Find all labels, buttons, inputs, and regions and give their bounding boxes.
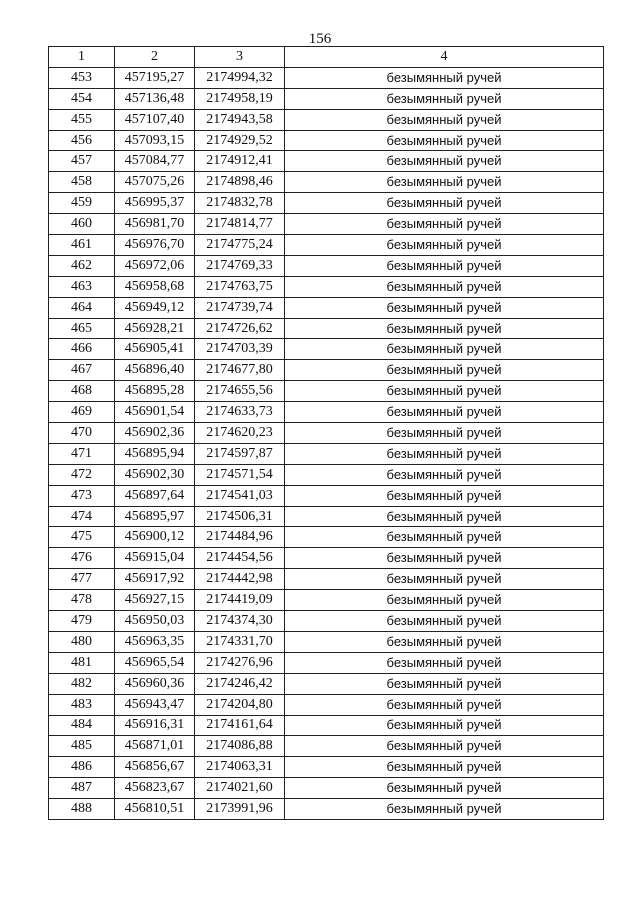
description-cell: безымянный ручей [285, 485, 604, 506]
x-coordinate-cell: 456958,68 [115, 276, 195, 297]
point-number-cell: 467 [49, 360, 115, 381]
table-row [49, 736, 604, 757]
y-coordinate-cell: 2173991,96 [195, 799, 285, 820]
x-coordinate-cell: 456972,06 [115, 255, 195, 276]
x-coordinate-cell: 456895,97 [115, 506, 195, 527]
x-coordinate-cell: 456950,03 [115, 611, 195, 632]
point-number-cell: 460 [49, 214, 115, 235]
point-number-cell: 486 [49, 757, 115, 778]
description-cell: безымянный ручей [285, 548, 604, 569]
x-coordinate-cell: 456927,15 [115, 590, 195, 611]
table-row [49, 590, 604, 611]
table-row [49, 297, 604, 318]
y-coordinate-cell: 2174929,52 [195, 130, 285, 151]
table-row [49, 569, 604, 590]
table-row [49, 193, 604, 214]
y-coordinate-cell: 2174276,96 [195, 652, 285, 673]
point-number-cell: 483 [49, 694, 115, 715]
description-cell: безымянный ручей [285, 778, 604, 799]
table-row [49, 360, 604, 381]
table-row [49, 673, 604, 694]
table-row [49, 715, 604, 736]
point-number-cell: 461 [49, 235, 115, 256]
x-coordinate-cell: 456871,01 [115, 736, 195, 757]
description-cell: безымянный ручей [285, 631, 604, 652]
x-coordinate-cell: 456896,40 [115, 360, 195, 381]
point-number-cell: 476 [49, 548, 115, 569]
table-row [49, 402, 604, 423]
y-coordinate-cell: 2174063,31 [195, 757, 285, 778]
point-number-cell: 473 [49, 485, 115, 506]
x-coordinate-cell: 456895,28 [115, 381, 195, 402]
table-row [49, 276, 604, 297]
y-coordinate-cell: 2174204,80 [195, 694, 285, 715]
point-number-cell: 469 [49, 402, 115, 423]
description-cell: безымянный ручей [285, 611, 604, 632]
table-row [49, 631, 604, 652]
description-cell: безымянный ручей [285, 297, 604, 318]
table-row [49, 506, 604, 527]
y-coordinate-cell: 2174726,62 [195, 318, 285, 339]
page-number: 156 [308, 31, 332, 47]
x-coordinate-cell: 456895,94 [115, 443, 195, 464]
table-row [49, 799, 604, 820]
x-coordinate-cell: 457195,27 [115, 67, 195, 88]
point-number-cell: 468 [49, 381, 115, 402]
description-cell: безымянный ручей [285, 799, 604, 820]
point-number-cell: 457 [49, 151, 115, 172]
table-row [49, 339, 604, 360]
table-body [49, 67, 604, 819]
x-coordinate-cell: 457107,40 [115, 109, 195, 130]
point-number-cell: 477 [49, 569, 115, 590]
table-row [49, 527, 604, 548]
description-cell: безымянный ручей [285, 381, 604, 402]
x-coordinate-cell: 456928,21 [115, 318, 195, 339]
description-cell: безымянный ручей [285, 506, 604, 527]
point-number-cell: 475 [49, 527, 115, 548]
description-cell: безымянный ручей [285, 88, 604, 109]
x-coordinate-cell: 456963,35 [115, 631, 195, 652]
table-row [49, 381, 604, 402]
column-header-y: 3 [195, 47, 285, 68]
description-cell: безымянный ручей [285, 360, 604, 381]
description-cell: безымянный ручей [285, 151, 604, 172]
point-number-cell: 479 [49, 611, 115, 632]
description-cell: безымянный ручей [285, 193, 604, 214]
description-cell: безымянный ручей [285, 130, 604, 151]
point-number-cell: 474 [49, 506, 115, 527]
table-row [49, 172, 604, 193]
description-cell: безымянный ручей [285, 339, 604, 360]
table-row [49, 255, 604, 276]
table-row [49, 611, 604, 632]
point-number-cell: 464 [49, 297, 115, 318]
x-coordinate-cell: 457075,26 [115, 172, 195, 193]
description-cell: безымянный ручей [285, 423, 604, 444]
y-coordinate-cell: 2174597,87 [195, 443, 285, 464]
description-cell: безымянный ручей [285, 235, 604, 256]
y-coordinate-cell: 2174246,42 [195, 673, 285, 694]
x-coordinate-cell: 457093,15 [115, 130, 195, 151]
y-coordinate-cell: 2174943,58 [195, 109, 285, 130]
x-coordinate-cell: 456916,31 [115, 715, 195, 736]
point-number-cell: 453 [49, 67, 115, 88]
description-cell: безымянный ручей [285, 694, 604, 715]
table-row [49, 130, 604, 151]
y-coordinate-cell: 2174633,73 [195, 402, 285, 423]
point-number-cell: 459 [49, 193, 115, 214]
column-header-description: 4 [285, 47, 604, 68]
x-coordinate-cell: 456981,70 [115, 214, 195, 235]
y-coordinate-cell: 2174912,41 [195, 151, 285, 172]
point-number-cell: 462 [49, 255, 115, 276]
point-number-cell: 458 [49, 172, 115, 193]
y-coordinate-cell: 2174086,88 [195, 736, 285, 757]
point-number-cell: 470 [49, 423, 115, 444]
point-number-cell: 484 [49, 715, 115, 736]
point-number-cell: 472 [49, 464, 115, 485]
x-coordinate-cell: 456897,64 [115, 485, 195, 506]
x-coordinate-cell: 456902,36 [115, 423, 195, 444]
y-coordinate-cell: 2174541,03 [195, 485, 285, 506]
description-cell: безымянный ручей [285, 276, 604, 297]
x-coordinate-cell: 456965,54 [115, 652, 195, 673]
description-cell: безымянный ручей [285, 715, 604, 736]
y-coordinate-cell: 2174161,64 [195, 715, 285, 736]
table-row [49, 694, 604, 715]
x-coordinate-cell: 456949,12 [115, 297, 195, 318]
y-coordinate-cell: 2174454,56 [195, 548, 285, 569]
y-coordinate-cell: 2174703,39 [195, 339, 285, 360]
description-cell: безымянный ручей [285, 673, 604, 694]
x-coordinate-cell: 457136,48 [115, 88, 195, 109]
y-coordinate-cell: 2174958,19 [195, 88, 285, 109]
table-row [49, 423, 604, 444]
point-number-cell: 463 [49, 276, 115, 297]
x-coordinate-cell: 456901,54 [115, 402, 195, 423]
table-row [49, 88, 604, 109]
point-number-cell: 488 [49, 799, 115, 820]
table-row [49, 443, 604, 464]
column-header-x: 2 [115, 47, 195, 68]
y-coordinate-cell: 2174374,30 [195, 611, 285, 632]
point-number-cell: 482 [49, 673, 115, 694]
description-cell: безымянный ручей [285, 590, 604, 611]
coordinates-table [48, 46, 604, 820]
description-cell: безымянный ручей [285, 109, 604, 130]
point-number-cell: 487 [49, 778, 115, 799]
x-coordinate-cell: 456995,37 [115, 193, 195, 214]
point-number-cell: 485 [49, 736, 115, 757]
description-cell: безымянный ручей [285, 318, 604, 339]
x-coordinate-cell: 456900,12 [115, 527, 195, 548]
y-coordinate-cell: 2174677,80 [195, 360, 285, 381]
y-coordinate-cell: 2174419,09 [195, 590, 285, 611]
description-cell: безымянный ручей [285, 67, 604, 88]
y-coordinate-cell: 2174832,78 [195, 193, 285, 214]
table-row [49, 464, 604, 485]
description-cell: безымянный ручей [285, 402, 604, 423]
x-coordinate-cell: 456917,92 [115, 569, 195, 590]
x-coordinate-cell: 457084,77 [115, 151, 195, 172]
y-coordinate-cell: 2174898,46 [195, 172, 285, 193]
x-coordinate-cell: 456915,04 [115, 548, 195, 569]
table-row [49, 151, 604, 172]
description-cell: безымянный ручей [285, 214, 604, 235]
y-coordinate-cell: 2174655,56 [195, 381, 285, 402]
table-row [49, 214, 604, 235]
description-cell: безымянный ручей [285, 443, 604, 464]
point-number-cell: 478 [49, 590, 115, 611]
y-coordinate-cell: 2174769,33 [195, 255, 285, 276]
x-coordinate-cell: 456856,67 [115, 757, 195, 778]
table-header-row [49, 47, 604, 68]
x-coordinate-cell: 456823,67 [115, 778, 195, 799]
x-coordinate-cell: 456810,51 [115, 799, 195, 820]
y-coordinate-cell: 2174814,77 [195, 214, 285, 235]
point-number-cell: 481 [49, 652, 115, 673]
table-row [49, 109, 604, 130]
description-cell: безымянный ручей [285, 757, 604, 778]
y-coordinate-cell: 2174442,98 [195, 569, 285, 590]
x-coordinate-cell: 456943,47 [115, 694, 195, 715]
table-row [49, 778, 604, 799]
description-cell: безымянный ручей [285, 736, 604, 757]
x-coordinate-cell: 456960,36 [115, 673, 195, 694]
y-coordinate-cell: 2174775,24 [195, 235, 285, 256]
y-coordinate-cell: 2174763,75 [195, 276, 285, 297]
description-cell: безымянный ручей [285, 569, 604, 590]
table-row [49, 235, 604, 256]
table-row [49, 652, 604, 673]
y-coordinate-cell: 2174484,96 [195, 527, 285, 548]
point-number-cell: 471 [49, 443, 115, 464]
x-coordinate-cell: 456902,30 [115, 464, 195, 485]
description-cell: безымянный ручей [285, 464, 604, 485]
y-coordinate-cell: 2174620,23 [195, 423, 285, 444]
x-coordinate-cell: 456976,70 [115, 235, 195, 256]
point-number-cell: 466 [49, 339, 115, 360]
description-cell: безымянный ручей [285, 255, 604, 276]
table-row [49, 757, 604, 778]
point-number-cell: 454 [49, 88, 115, 109]
table-row [49, 318, 604, 339]
table-row [49, 67, 604, 88]
y-coordinate-cell: 2174739,74 [195, 297, 285, 318]
point-number-cell: 455 [49, 109, 115, 130]
description-cell: безымянный ручей [285, 172, 604, 193]
y-coordinate-cell: 2174571,54 [195, 464, 285, 485]
y-coordinate-cell: 2174506,31 [195, 506, 285, 527]
point-number-cell: 465 [49, 318, 115, 339]
y-coordinate-cell: 2174994,32 [195, 67, 285, 88]
table-row [49, 485, 604, 506]
y-coordinate-cell: 2174021,60 [195, 778, 285, 799]
description-cell: безымянный ручей [285, 652, 604, 673]
point-number-cell: 456 [49, 130, 115, 151]
description-cell: безымянный ручей [285, 527, 604, 548]
y-coordinate-cell: 2174331,70 [195, 631, 285, 652]
table-row [49, 548, 604, 569]
column-header-number: 1 [49, 47, 115, 68]
x-coordinate-cell: 456905,41 [115, 339, 195, 360]
point-number-cell: 480 [49, 631, 115, 652]
